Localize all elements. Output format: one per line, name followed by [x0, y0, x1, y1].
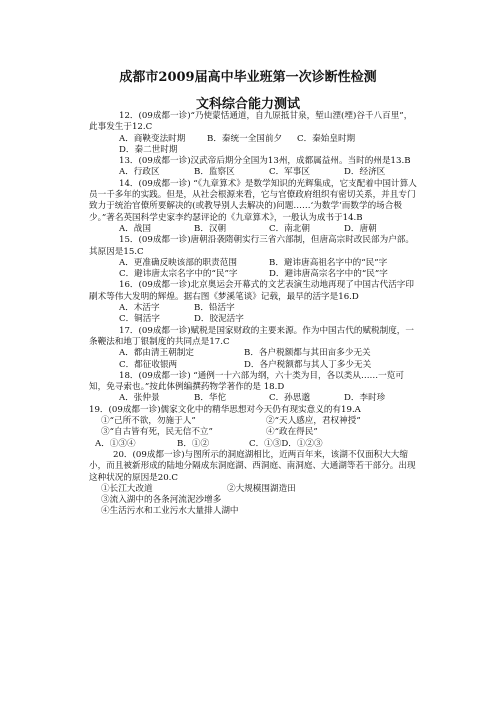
option-b: B．①②: [177, 438, 210, 449]
question-15-options-cd: [89, 269, 419, 280]
option-a: A．商鞅变法时期: [119, 133, 186, 144]
option-c: C．秦始皇时期: [297, 133, 356, 144]
option-c: C．①③D．①②③: [249, 438, 323, 449]
option-c: C．军事区: [269, 167, 310, 178]
question-16-options-ab: [89, 303, 419, 314]
question-18-stem: 18．(09成都一诊) “通例一十六部为纲，六十类为目，各以类从……一览可知，免寻索也。”按此体例编撰药物学著作的是 18.D: [89, 370, 404, 393]
question-19-stem: 19．(09成都一诊)儒家文化中的精华思想对今天仍有现实意义的有19.A: [89, 404, 361, 415]
questions: [89, 111, 419, 518]
document-subtitle: 文科综合能力测试: [195, 97, 300, 112]
statement-3: ③“自古皆有死，民无信不立”: [101, 427, 213, 438]
option-d: D．李时珍: [344, 393, 386, 404]
question-19-options: [89, 439, 419, 450]
question-20-stem: 20．(09成都一诊)与图所示的洞庭湖相比，近两百年来，该湖不仅面积大大缩小，而且被新形成的陆地分隔成东洞庭湖、西洞庭、南洞庭、大通湖等若干部分。出现这种状况的原因是20.C: [89, 449, 416, 483]
question-16-options-cd: [89, 314, 419, 325]
statement-2: ②“天人感应，君权神授”: [266, 416, 361, 427]
option-c: C．南北朝: [269, 223, 310, 234]
option-c: C．铜活字: [119, 314, 160, 325]
option-d: D．唐朝: [344, 223, 377, 234]
question-20-statements-12: [89, 484, 419, 495]
option-d: D．各户税额都与其人丁多少无关: [244, 359, 372, 370]
statement-4: ④生活污水和工业污水大量排人湖中: [101, 506, 239, 517]
option-a: A．战国: [119, 223, 151, 234]
document-title: 成都市2009届高中毕业班第一次诊断性检测: [119, 70, 377, 85]
question-15-options-ab: [89, 258, 419, 269]
option-a: A．更准确反映该部的职责范围: [119, 257, 237, 268]
statement-4: ④“政在得民”: [266, 427, 318, 438]
statement-3: ③流入湖中的各条河流泥沙增多: [101, 495, 222, 506]
question-17-stem: 17．(09成都一诊)赋税是国家财政的主要来源。作为中国古代的赋税制度，一条鞭法和地丁银制度的共同点是17.C: [89, 325, 414, 347]
question-15-stem: 15．(09成都一诊)唐朝沿袭隋朝实行三省六部制，但唐高宗时改民部为户部。其原因是15.C: [89, 235, 414, 257]
question-12-stem: 12．(09成都一诊)“乃使蒙恬通道，自九原抵甘泉，堑山湮(堙)谷千八百里”，此事发生于12.C: [89, 111, 413, 133]
question-14-options: [89, 224, 419, 235]
option-b: B．铅活字: [194, 303, 235, 314]
option-a: A．行政区: [119, 167, 160, 178]
option-b: B．监察区: [194, 167, 235, 178]
statement-1: ①“己所不欲，勿施于人”: [101, 416, 196, 427]
option-b: B．秦统一全国前夕: [207, 133, 283, 144]
option-c: C．避讳唐太宗名字中的“民”字: [119, 269, 238, 280]
option-b: B．各户税额都与其田亩多少无关: [244, 348, 371, 359]
question-19-statements-34: [89, 427, 419, 438]
option-d: D．经济区: [344, 167, 386, 178]
option-b: B．华佗: [194, 393, 227, 404]
option-c: C．孙思邈: [269, 393, 310, 404]
option-a: A．木活字: [119, 303, 160, 314]
statement-2: ②大规模围湖造田: [227, 483, 296, 494]
option-d: D．避讳唐高宗名字中的“民”字: [269, 269, 388, 280]
option-a: A．张仲景: [119, 393, 160, 404]
question-17-options-ab: [89, 348, 419, 359]
option-a: A．①③④: [95, 438, 136, 449]
question-16-stem: 16．(09成都一诊)北京奥运会开幕式的文艺表演生动地再现了中国古代活字印刷术等伟大发明的辉煌。据右图《梦溪笔谈》记载，最早的活字是16.D: [89, 280, 414, 302]
question-13-stem: 13．(09成都一诊)汉武帝后期分全国为13州，成都属益州。当时的州是13.B: [119, 156, 411, 167]
option-b: B．避讳唐高祖名字中的“民”字: [269, 257, 388, 268]
option-d: D．胶泥活字: [194, 314, 244, 325]
option-a: A．都由清王朝制定: [119, 348, 194, 359]
question-18-options: [89, 393, 419, 404]
statement-1: ①长江大改道: [101, 483, 153, 494]
option-b: B．汉朝: [194, 223, 227, 234]
question-14-stem: 14．(09成都一诊) “《九章算术》是数学知识的光辉集成，它支配着中国计算人员一千多年的实践。但是，从社会根源来看，它与官僚政府组织有密切关系，并且专门致力于统治官僚所要解决的(或教导别人去解决的)问题……‘为数学’而数学的场合极少。”著名英国科学史家李约瑟评论的《九章算术》，一般认为成书于14.B: [89, 178, 417, 223]
option-c: C．都征收银两: [119, 359, 178, 370]
question-13-options: [89, 167, 419, 178]
question-12-options: [89, 134, 419, 145]
question-17-options-cd: [89, 360, 419, 371]
option-d: D．秦二世时期: [119, 144, 178, 155]
question-19-statements-12: [89, 416, 419, 427]
